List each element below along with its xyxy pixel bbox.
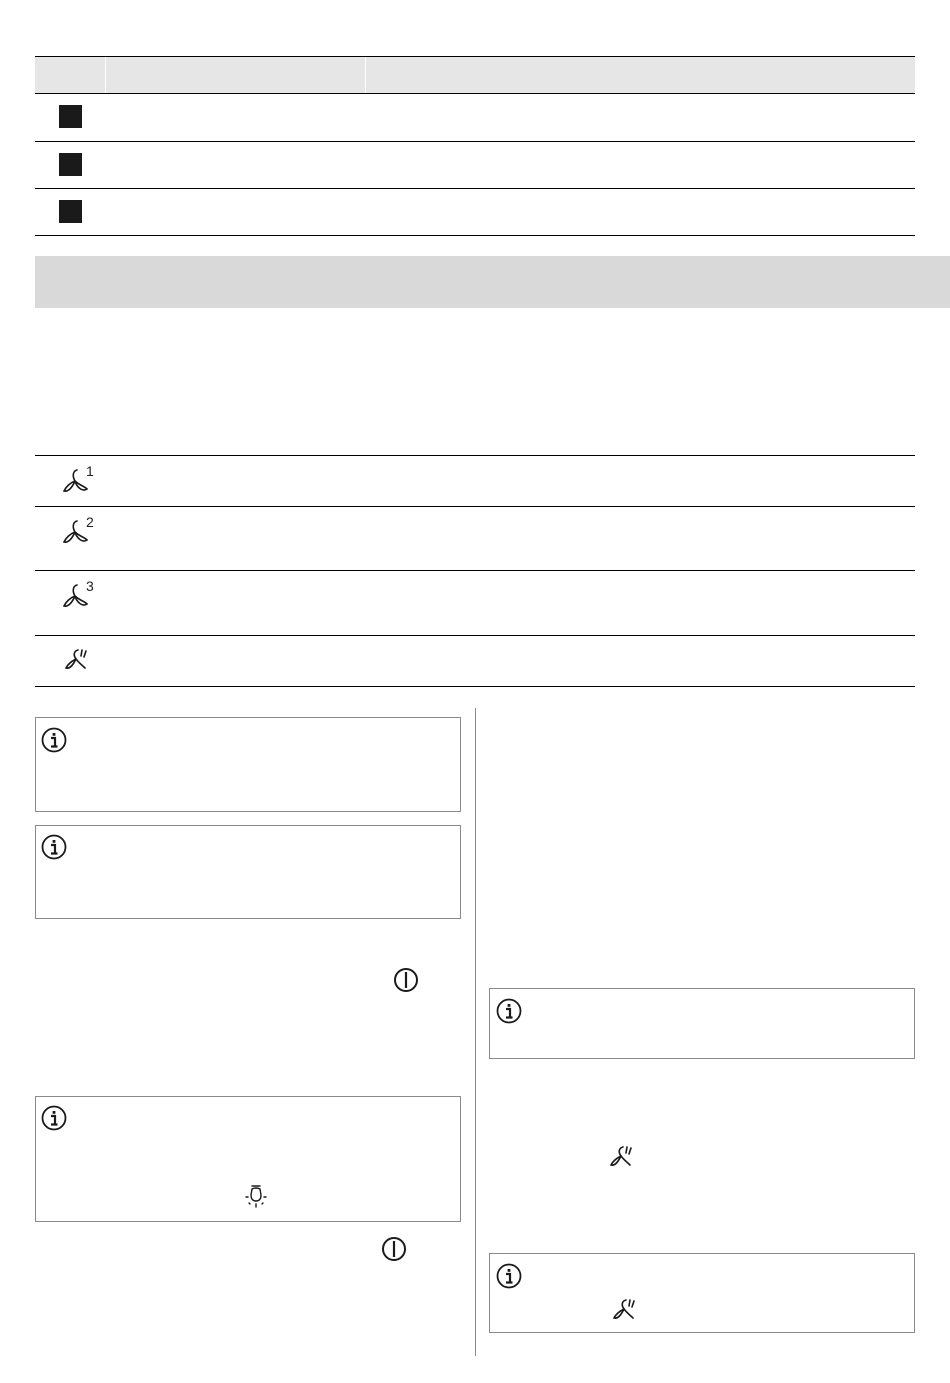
- table-row-rule: [35, 506, 915, 507]
- fan-level-label: 2: [86, 514, 94, 530]
- fan-boost-icon: [612, 1297, 638, 1321]
- table-rule: [35, 455, 915, 456]
- section-banner: [35, 256, 950, 308]
- fan-boost-icon: [609, 1144, 635, 1168]
- power-icon: [393, 967, 419, 993]
- fan-icon: [62, 467, 88, 493]
- info-note: [489, 988, 915, 1059]
- light-icon: [243, 1183, 269, 1209]
- info-icon: [41, 1105, 67, 1131]
- info-note: [489, 1253, 915, 1333]
- header-divider: [365, 57, 366, 93]
- table-row-rule: [35, 686, 915, 687]
- power-icon: [381, 1236, 407, 1262]
- table-row-rule: [35, 635, 915, 636]
- fan-icon: [62, 518, 88, 544]
- fan-icon: [62, 582, 88, 608]
- info-icon: [496, 998, 522, 1024]
- table-row-rule: [35, 188, 915, 189]
- table-rule: [35, 93, 915, 94]
- column-divider: [475, 708, 476, 1356]
- table-row-rule: [35, 235, 915, 236]
- filled-square-icon: [59, 200, 82, 223]
- filled-square-icon: [59, 105, 82, 128]
- info-note: [35, 825, 461, 919]
- fan-level-label: 1: [86, 463, 94, 479]
- info-icon: [496, 1263, 522, 1289]
- fan-level-label: 3: [86, 578, 94, 594]
- filled-square-icon: [59, 153, 82, 176]
- top-table-header: [35, 57, 915, 93]
- table-rule: [35, 56, 915, 57]
- info-icon: [41, 727, 67, 753]
- info-note: [35, 1096, 461, 1222]
- header-divider: [105, 57, 106, 93]
- info-note: [35, 717, 461, 812]
- table-row-rule: [35, 570, 915, 571]
- fan-boost-icon: [64, 647, 90, 671]
- info-icon: [41, 834, 67, 860]
- table-row-rule: [35, 141, 915, 142]
